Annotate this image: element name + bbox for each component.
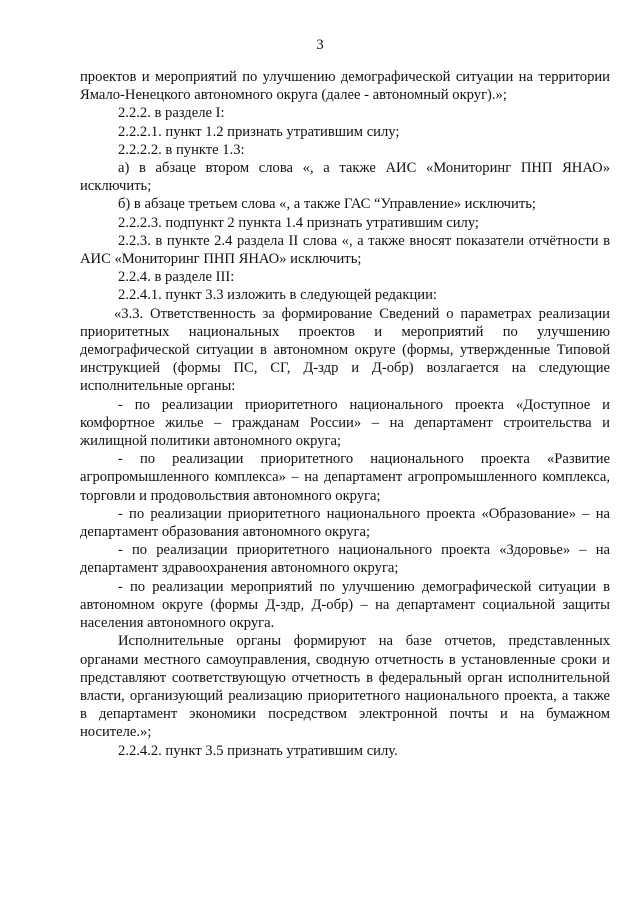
paragraph-2-2-4-1: 2.2.4.1. пункт 3.3 изложить в следующей редакции: xyxy=(118,287,437,304)
page-number: 3 xyxy=(316,37,324,53)
paragraph-2-2-2: 2.2.2. в разделе I: xyxy=(118,105,225,122)
list-item-agro: - по реализации приоритетного национального проекта «Развитие агропромышленного комплекса» – на департамент агропромышленного комплекса, торговли и продовольствия автономного округа; xyxy=(80,451,610,504)
list-item-demography: - по реализации мероприятий по улучшению демографической ситуации в автономном округе (формы Д-здр, Д-обр) – на департамент социальной защиты населения автономного округа. xyxy=(80,578,610,632)
list-item-housing: - по реализации приоритетного национального проекта «Доступное и комфортное жилье – гражданам России» – на департамент строительства и жилищной политики автономного округа; xyxy=(80,396,610,450)
paragraph-3-3-quote: «3.3. Ответственность за формирование Сведений о параметрах реализации приоритетных национальных проектов и мероприятий по улучшению демографической ситуации в автономном округе (формы, утвержденные Типовой инструкцией (формы ПС, СГ, Д-здр и Д-обр) возлагается на следующие исполнительные органы: xyxy=(80,305,610,395)
paragraph-item-b: б) в абзаце третьем слова «, а также ГАС “Управление» исключить; xyxy=(118,196,536,213)
paragraph-2-2-2-1: 2.2.2.1. пункт 1.2 признать утратившим силу; xyxy=(118,123,400,140)
paragraph-intro-continuation: проектов и мероприятий по улучшению демографической ситуации на территории Ямало-Ненецкого автономного округа (далее - автономный округ).»; xyxy=(80,69,610,104)
paragraph-item-a: а) в абзаце втором слова «, а также АИС «Мониторинг ПНП ЯНАО» исключить; xyxy=(80,160,610,195)
paragraph-2-2-2-3: 2.2.2.3. подпункт 2 пункта 1.4 признать утратившим силу; xyxy=(118,214,479,231)
document-body xyxy=(80,68,610,760)
paragraph-2-2-4-2: 2.2.4.2. пункт 3.5 признать утратившим силу. xyxy=(118,742,398,759)
list-item-health: - по реализации приоритетного национального проекта «Здоровье» – на департамент здравоохранения автономного округа; xyxy=(80,542,610,577)
paragraph-2-2-3: 2.2.3. в пункте 2.4 раздела II слова «, а также вносят показатели отчётности в АИС «Мониторинг ПНП ЯНАО» исключить; xyxy=(80,232,610,268)
paragraph-executive-bodies: Исполнительные органы формируют на базе отчетов, представленных органами местного самоуправления, сводную отчетность в установленные сроки и представляют соответствующую отчетность в федеральный орган исполнительной власти, организующий реализацию приоритетного национального проекта, а также в департамент экономики посредством электронной почты и на бумажном носителе.»; xyxy=(80,633,610,741)
paragraph-2-2-4: 2.2.4. в разделе III: xyxy=(118,269,235,286)
list-item-education: - по реализации приоритетного национального проекта «Образование» – на департамент образования автономного округа; xyxy=(80,505,610,541)
paragraph-2-2-2-2: 2.2.2.2. в пункте 1.3: xyxy=(118,141,245,158)
